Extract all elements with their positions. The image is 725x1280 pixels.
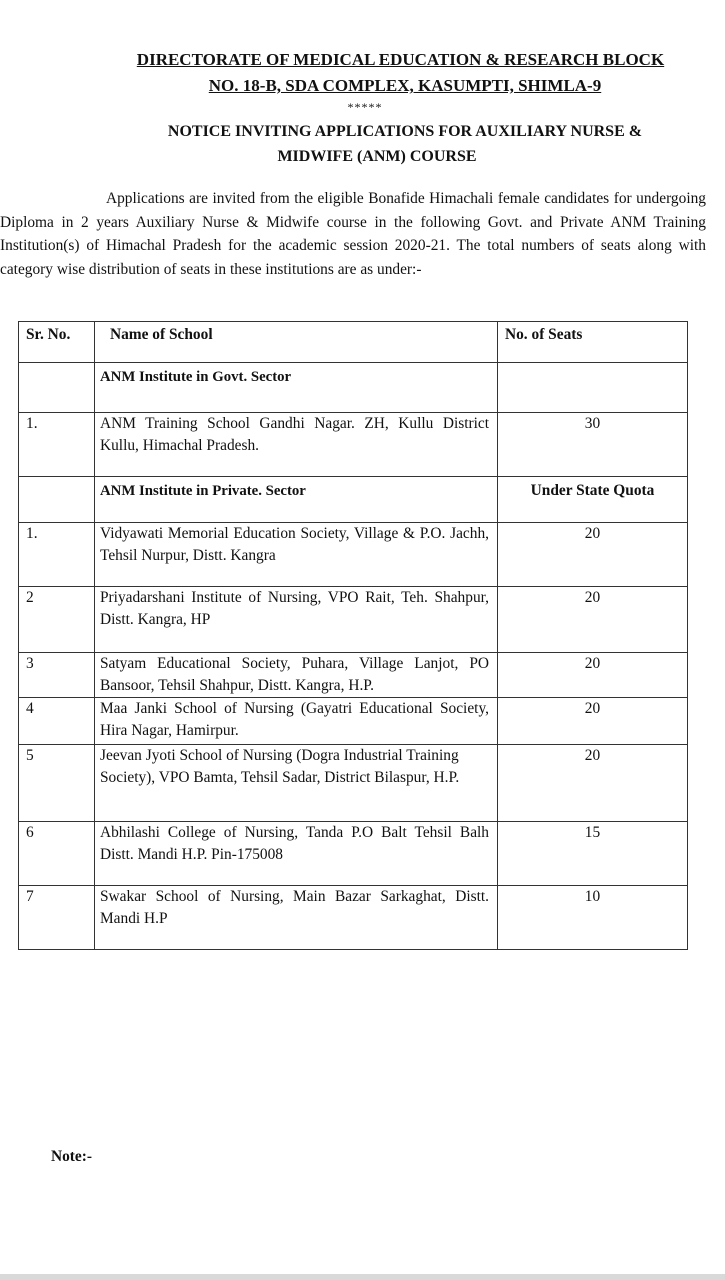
seats-cell: 20 xyxy=(498,698,688,745)
separator-stars: ***** xyxy=(347,100,383,114)
header-school-name: Name of School xyxy=(95,322,498,363)
seats-cell: 10 xyxy=(498,886,688,950)
private-section-heading: ANM Institute in Private. Sector xyxy=(95,477,498,523)
seats-cell: 20 xyxy=(498,523,688,587)
school-name-cell: Priyadarshani Institute of Nursing, VPO Rait, Teh. Shahpur, Distt. Kangra, HP xyxy=(95,587,498,653)
seats-table xyxy=(18,321,688,950)
table-row xyxy=(19,745,688,822)
seats-cell: 15 xyxy=(498,822,688,886)
sr-cell: 4 xyxy=(19,698,95,745)
school-name-cell: Abhilashi College of Nursing, Tanda P.O Balt Tehsil Balh Distt. Mandi H.P. Pin-175008 xyxy=(95,822,498,886)
govt-section-row xyxy=(19,363,688,413)
table-row xyxy=(19,587,688,653)
seats-cell: 20 xyxy=(498,587,688,653)
sr-cell: 3 xyxy=(19,653,95,698)
seats-cell: 20 xyxy=(498,745,688,822)
school-name-cell: Satyam Educational Society, Puhara, Village Lanjot, PO Bansoor, Tehsil Shahpur, Distt. Kangra, H.P. xyxy=(95,653,498,698)
table-row xyxy=(19,822,688,886)
table-row xyxy=(19,523,688,587)
sr-cell: 2 xyxy=(19,587,95,653)
school-name-cell: Vidyawati Memorial Education Society, Village & P.O. Jachh, Tehsil Nurpur, Distt. Kangra xyxy=(95,523,498,587)
table-row xyxy=(19,413,688,477)
directorate-address: NO. 18-B, SDA COMPLEX, KASUMPTI, SHIMLA-9 xyxy=(208,76,602,95)
school-name-cell: Swakar School of Nursing, Main Bazar Sarkaghat, Distt. Mandi H.P xyxy=(95,886,498,950)
note-label: Note:- xyxy=(51,1148,93,1165)
table-header-row xyxy=(19,322,688,363)
state-quota-label: Under State Quota xyxy=(498,477,688,523)
seats-cell: 20 xyxy=(498,653,688,698)
sr-cell: 5 xyxy=(19,745,95,822)
govt-section-heading: ANM Institute in Govt. Sector xyxy=(95,363,498,413)
sr-cell: 6 xyxy=(19,822,95,886)
header-sr-no: Sr. No. xyxy=(19,322,95,363)
school-name-cell: ANM Training School Gandhi Nagar. ZH, Kullu District Kullu, Himachal Pradesh. xyxy=(95,413,498,477)
school-name-cell: Jeevan Jyoti School of Nursing (Dogra Industrial Training Society), VPO Bamta, Tehsil Sadar, District Bilaspur, H.P. xyxy=(95,745,498,822)
private-section-row xyxy=(19,477,688,523)
header-seats: No. of Seats xyxy=(498,322,688,363)
directorate-heading: DIRECTORATE OF MEDICAL EDUCATION & RESEARCH BLOCK xyxy=(136,50,665,69)
sr-cell: 1. xyxy=(19,523,95,587)
table-row xyxy=(19,698,688,745)
intro-paragraph: Applications are invited from the eligible Bonafide Himachali female candidates for undergoing Diploma in 2 years Auxiliary Nurse & Midwife course in the following Govt. and Private ANM Training Institution(s) of Himachal Pradesh for the academic session 2020-21. The total numbers of seats along with category wise distribution of seats in these institutions are as under:- xyxy=(0,190,706,279)
school-name-cell: Maa Janki School of Nursing (Gayatri Educational Society, Hira Nagar, Hamirpur. xyxy=(95,698,498,745)
bottom-edge-bar xyxy=(0,1274,725,1280)
notice-title-line2: MIDWIFE (ANM) COURSE xyxy=(277,148,477,165)
seats-cell: 30 xyxy=(498,413,688,477)
notice-title-line1: NOTICE INVITING APPLICATIONS FOR AUXILIARY NURSE & xyxy=(167,123,643,140)
table-row xyxy=(19,653,688,698)
sr-cell: 7 xyxy=(19,886,95,950)
table-row xyxy=(19,886,688,950)
sr-cell: 1. xyxy=(19,413,95,477)
